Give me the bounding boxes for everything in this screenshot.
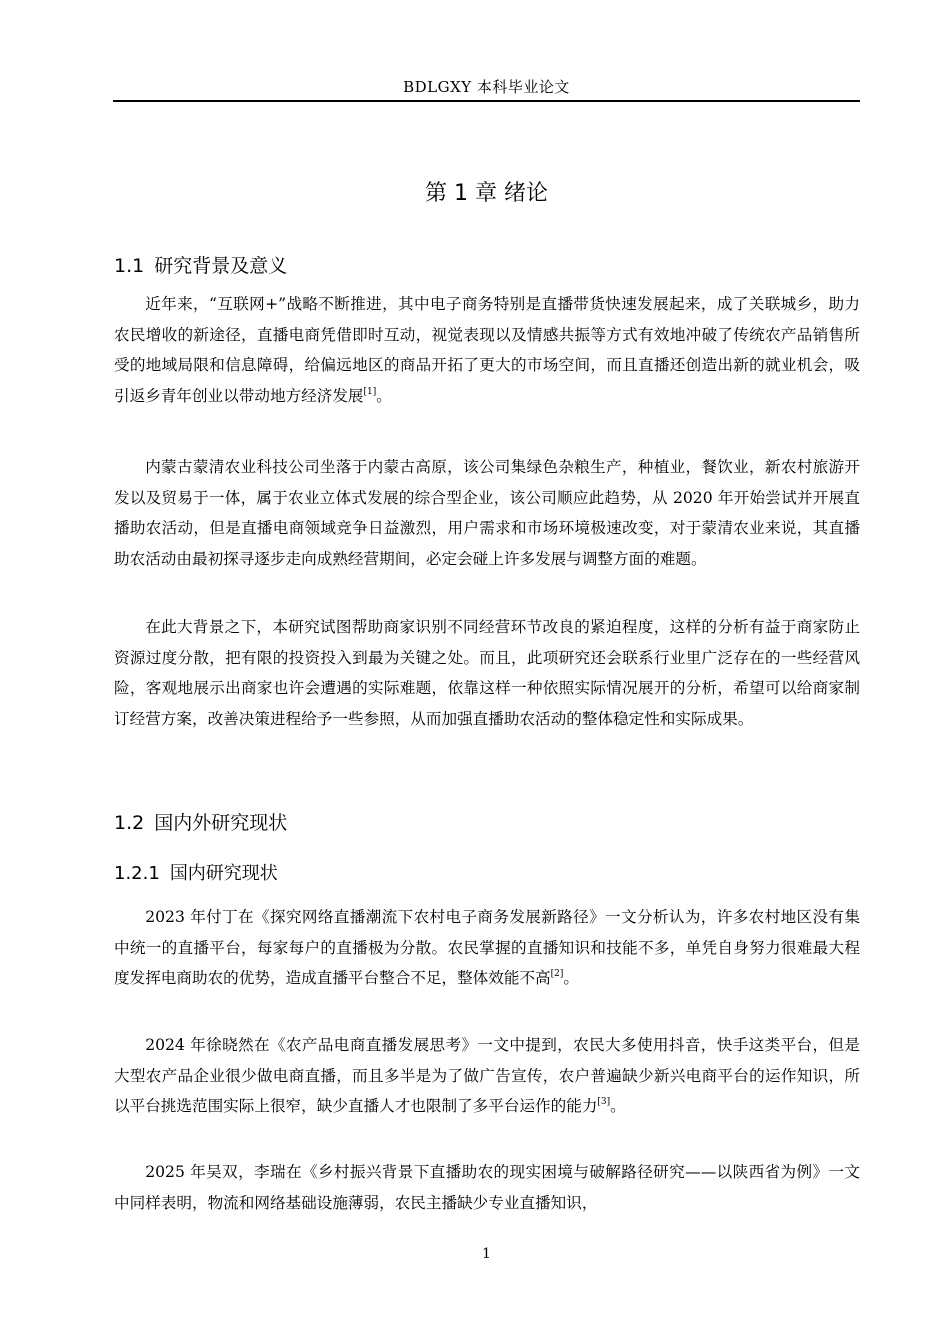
chapter-title: 第 1 章 绪论: [425, 181, 548, 206]
page-number: 1: [482, 1246, 491, 1262]
section-heading-1-2: [114, 810, 287, 836]
citation-1[interactable]: [1]: [363, 386, 377, 397]
section-number: 1.2: [114, 812, 145, 834]
paragraph-tail: 。: [563, 969, 579, 988]
paragraph-background-3: [114, 612, 860, 734]
section-title: 国内研究现状: [169, 863, 278, 884]
citation-3[interactable]: [3]: [597, 1097, 611, 1108]
paragraph-tail: 。: [376, 386, 392, 405]
running-header: BDLGXY 本科毕业论文: [403, 78, 570, 96]
section-title: 研究背景及意义: [154, 255, 288, 277]
paragraph-text: 2023 年付丁在《探究网络直播潮流下农村电子商务发展新路径》一文分析认为，许多农村地区没有集中统一的直播平台，每家每户的直播极为分散。农民掌握的直播知识和技能不多，单凭自身努力很难最大程度发挥电商助农的优势，造成直播平台整合不足，整体效能不高: [114, 908, 860, 988]
header-rule: [113, 100, 860, 102]
section-heading-1-2-1: [114, 861, 278, 887]
section-title: 国内外研究现状: [154, 812, 288, 834]
paragraph-text: 2025 年吴双，李瑞在《乡村振兴背景下直播助农的现实困境与破解路径研究——以陕西省为例》一文中同样表明，物流和网络基础设施薄弱，农民主播缺少专业直播知识，: [114, 1163, 860, 1212]
paragraph-domestic-2: [114, 1030, 860, 1122]
paragraph-tail: 。: [610, 1097, 626, 1116]
paragraph-text: 在此大背景之下，本研究试图帮助商家识别不同经营环节改良的紧迫程度，这样的分析有益于商家防止资源过度分散，把有限的投资投入到最为关键之处。而且，此项研究还会联系行业里广泛存在的一些经营风险，客观地展示出商家也许会遭遇的实际难题，依靠这样一种依照实际情况展开的分析，希望可以给商家制订经营方案，改善决策进程给予一些参照，从而加强直播助农活动的整体稳定性和实际成果。: [114, 618, 860, 728]
paragraph-domestic-1: [114, 902, 860, 994]
paragraph-background-2: [114, 452, 860, 574]
section-number: 1.2.1: [114, 863, 160, 884]
section-heading-1-1: [114, 253, 287, 279]
paragraph-domestic-3: [114, 1157, 860, 1218]
paragraph-text: 内蒙古蒙清农业科技公司坐落于内蒙古高原，该公司集绿色杂粮生产，种植业，餐饮业，新农村旅游开发以及贸易于一体，属于农业立体式发展的综合型企业，该公司顺应此趋势，从 2020 年开始尝试并开展直播助农活动，但是直播电商领域竞争日益激烈，用户需求和市场环境极速改变，对于蒙清农业来说，其直播助农活动由最初探寻逐步走向成熟经营期间，必定会碰上许多发展与调整方面的难题。: [114, 458, 860, 568]
paragraph-text: 2024 年徐晓然在《农产品电商直播发展思考》一文中提到，农民大多使用抖音，快手这类平台，但是大型农产品企业很少做电商直播，而且多半是为了做广告宣传，农户普遍缺少新兴电商平台的运作知识，所以平台挑选范围实际上很窄，缺少直播人才也限制了多平台运作的能力: [114, 1036, 860, 1116]
citation-2[interactable]: [2]: [550, 969, 564, 980]
paragraph-background-1: [114, 289, 860, 411]
paragraph-text: 近年来，“互联网+”战略不断推进，其中电子商务特别是直播带货快速发展起来，成了关联城乡，助力农民增收的新途径，直播电商凭借即时互动，视觉表现以及情感共振等方式有效地冲破了传统农产品销售所受的地域局限和信息障碍，给偏远地区的商品开拓了更大的市场空间，而且直播还创造出新的就业机会，吸引返乡青年创业以带动地方经济发展: [114, 295, 860, 405]
section-number: 1.1: [114, 255, 145, 277]
